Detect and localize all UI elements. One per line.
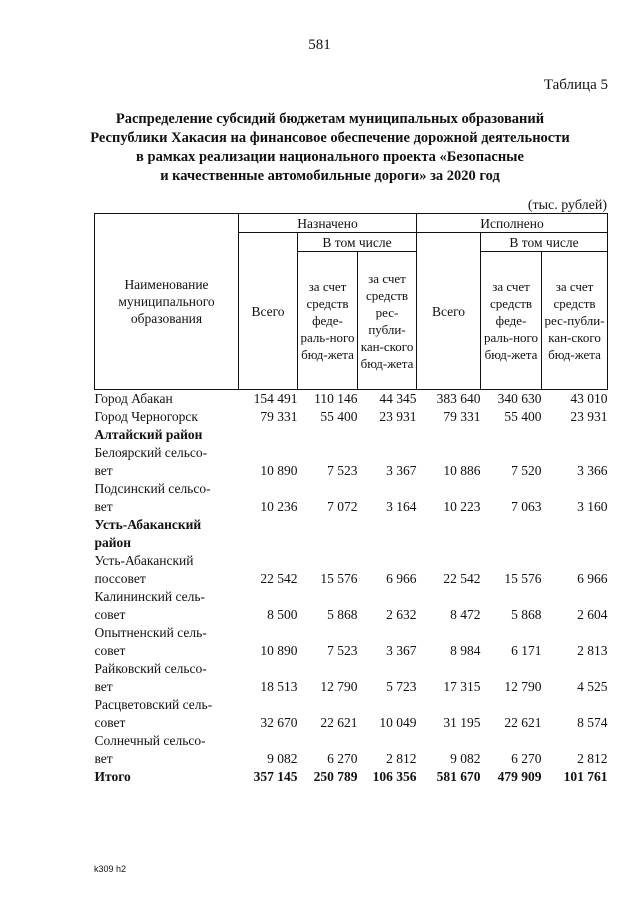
row-value: 8 574	[577, 715, 608, 730]
total-value: 479 909	[497, 769, 542, 784]
row-value: 3 366	[577, 463, 608, 478]
header-name-column: Наименование муниципального образования	[95, 214, 239, 390]
row-name-line: Калининский сель-	[94, 589, 205, 604]
header-executed-federal: за счет средств феде-раль-ного бюд-жета	[481, 252, 542, 390]
row-value: 110 146	[314, 391, 358, 406]
row-value: 23 931	[379, 409, 417, 424]
row-value: 7 072	[327, 499, 358, 514]
row-value: 5 723	[386, 679, 417, 694]
table-row	[95, 678, 608, 696]
total-value: 357 145	[253, 769, 298, 784]
row-value	[239, 534, 298, 552]
row-value: 12 790	[504, 679, 542, 694]
row-value	[542, 534, 608, 552]
row-value: 22 621	[504, 715, 542, 730]
table-row	[95, 642, 608, 660]
row-value	[542, 426, 608, 444]
table-header	[95, 214, 608, 390]
total-value: 106 356	[372, 769, 417, 784]
table-body	[95, 390, 608, 787]
row-name-line: Райковский сельсо-	[94, 661, 207, 676]
total-value: 101 761	[563, 769, 608, 784]
row-value: 6 171	[511, 643, 542, 658]
table-row	[95, 390, 608, 409]
title-line: и качественные автомобильные дороги» за 2020 год	[160, 168, 500, 184]
row-name-line: Белоярский сельсо-	[94, 445, 208, 460]
title-line: Распределение субсидий бюджетам муниципальных образований	[115, 111, 545, 127]
row-value	[358, 534, 417, 552]
header-executed-total: Всего	[417, 233, 481, 390]
row-value: 8 500	[267, 607, 298, 622]
row-value: 10 049	[379, 715, 417, 730]
row-name: совет	[94, 643, 126, 658]
row-value: 340 630	[497, 391, 542, 406]
title-line: в рамках реализации национального проекта «Безопасные	[136, 149, 524, 165]
row-value: 3 164	[386, 499, 417, 514]
row-value: 22 542	[443, 571, 481, 586]
table-row	[95, 516, 608, 534]
table-row	[95, 426, 608, 444]
row-value: 31 195	[443, 715, 481, 730]
total-value: 250 789	[313, 769, 358, 784]
row-value: 2 604	[577, 607, 608, 622]
header-assigned: Назначено	[239, 214, 417, 233]
row-value: 8 472	[450, 607, 481, 622]
row-value: 7 523	[327, 643, 358, 658]
row-name: вет	[94, 679, 113, 694]
table-row	[95, 624, 608, 642]
row-value: 9 082	[450, 751, 481, 766]
row-value: 10 223	[443, 499, 481, 514]
row-name: район	[94, 535, 132, 550]
row-name: вет	[94, 751, 113, 766]
row-value	[481, 426, 542, 444]
table-row	[95, 444, 608, 462]
row-value: 5 868	[511, 607, 542, 622]
row-value: 6 270	[511, 751, 542, 766]
header-executed-including: В том числе	[481, 233, 608, 252]
row-value: 3 160	[577, 499, 608, 514]
row-value: 2 812	[577, 751, 608, 766]
row-value: 4 525	[577, 679, 608, 694]
row-value: 2 632	[386, 607, 417, 622]
row-value: 6 270	[327, 751, 358, 766]
table-row	[95, 750, 608, 768]
row-value	[358, 426, 417, 444]
row-value: 6 966	[577, 571, 608, 586]
table-row	[95, 696, 608, 714]
header-executed: Исполнено	[417, 214, 608, 233]
table-row	[95, 498, 608, 516]
row-value: 383 640	[436, 391, 481, 406]
row-name-line: Усть-Абаканский	[94, 553, 194, 568]
row-value: 22 621	[320, 715, 358, 730]
header-assigned-federal: за счет средств феде-раль-ного бюд-жета	[298, 252, 358, 390]
table-row	[95, 732, 608, 750]
row-value: 7 523	[327, 463, 358, 478]
table-row	[95, 480, 608, 498]
table-row	[95, 714, 608, 732]
total-label: Итого	[94, 769, 131, 784]
header-executed-republic: за счет средств рес-публи-кан-ского бюд-жета	[542, 252, 608, 390]
table-row	[95, 462, 608, 480]
row-name-line: Усть-Абаканский	[94, 517, 202, 532]
row-value	[417, 426, 481, 444]
table-row	[95, 606, 608, 624]
header-assigned-total: Всего	[239, 233, 298, 390]
row-value: 7 063	[511, 499, 542, 514]
row-value: 10 236	[260, 499, 298, 514]
row-value: 5 868	[327, 607, 358, 622]
row-value	[417, 534, 481, 552]
row-value	[481, 534, 542, 552]
footer-code: k309 h2	[94, 864, 127, 874]
row-value: 10 890	[260, 463, 298, 478]
table-row	[95, 552, 608, 570]
row-value	[298, 534, 358, 552]
table-row	[95, 534, 608, 552]
row-value: 9 082	[267, 751, 298, 766]
row-value: 2 812	[386, 751, 417, 766]
row-value	[298, 426, 358, 444]
row-value	[239, 426, 298, 444]
table-row	[95, 660, 608, 678]
row-name: Алтайский район	[94, 427, 203, 442]
row-value: 32 670	[260, 715, 298, 730]
row-value: 2 813	[577, 643, 608, 658]
row-value: 8 984	[450, 643, 481, 658]
row-name: вет	[94, 463, 113, 478]
row-name-line: Опытненский сель-	[94, 625, 207, 640]
row-value: 3 367	[386, 643, 417, 658]
row-name: совет	[94, 607, 126, 622]
title-line: Республики Хакасия на финансовое обеспечение дорожной деятельности	[90, 130, 570, 146]
row-value: 7 520	[511, 463, 542, 478]
row-name: Город Черногорск	[94, 409, 198, 424]
row-value: 10 886	[443, 463, 481, 478]
row-value: 55 400	[504, 409, 542, 424]
row-value: 44 345	[379, 391, 417, 406]
row-value: 15 576	[320, 571, 358, 586]
page-number: 581	[308, 37, 331, 53]
row-value: 18 513	[260, 679, 298, 694]
document-title	[40, 110, 620, 186]
header-assigned-including: В том числе	[298, 233, 417, 252]
row-value: 22 542	[260, 571, 298, 586]
row-value: 3 367	[386, 463, 417, 478]
row-name: Город Абакан	[94, 391, 173, 406]
row-name: поссовет	[94, 571, 146, 586]
row-value: 55 400	[320, 409, 358, 424]
table-row	[95, 570, 608, 588]
units-label: (тыс. рублей)	[527, 198, 607, 213]
subsidy-table	[94, 213, 608, 786]
table-row	[95, 588, 608, 606]
row-value: 23 931	[570, 409, 608, 424]
row-value: 17 315	[443, 679, 481, 694]
row-value: 43 010	[570, 391, 608, 406]
row-name-line: Солнечный сельсо-	[94, 733, 206, 748]
row-value: 10 890	[260, 643, 298, 658]
table-label: Таблица 5	[543, 77, 608, 93]
row-value: 12 790	[320, 679, 358, 694]
row-value: 79 331	[260, 409, 298, 424]
row-value: 6 966	[386, 571, 417, 586]
row-value: 154 491	[253, 391, 298, 406]
row-name-line: Расцветовский сель-	[94, 697, 213, 712]
row-name-line: Подсинский сельсо-	[94, 481, 211, 496]
total-value: 581 670	[436, 769, 481, 784]
table-row	[95, 408, 608, 426]
row-name: совет	[94, 715, 126, 730]
header-assigned-republic: за счет средств рес-публи-кан-ского бюд-жета	[358, 252, 417, 390]
row-name: вет	[94, 499, 113, 514]
row-value: 15 576	[504, 571, 542, 586]
row-value: 79 331	[443, 409, 481, 424]
total-row	[95, 768, 608, 786]
